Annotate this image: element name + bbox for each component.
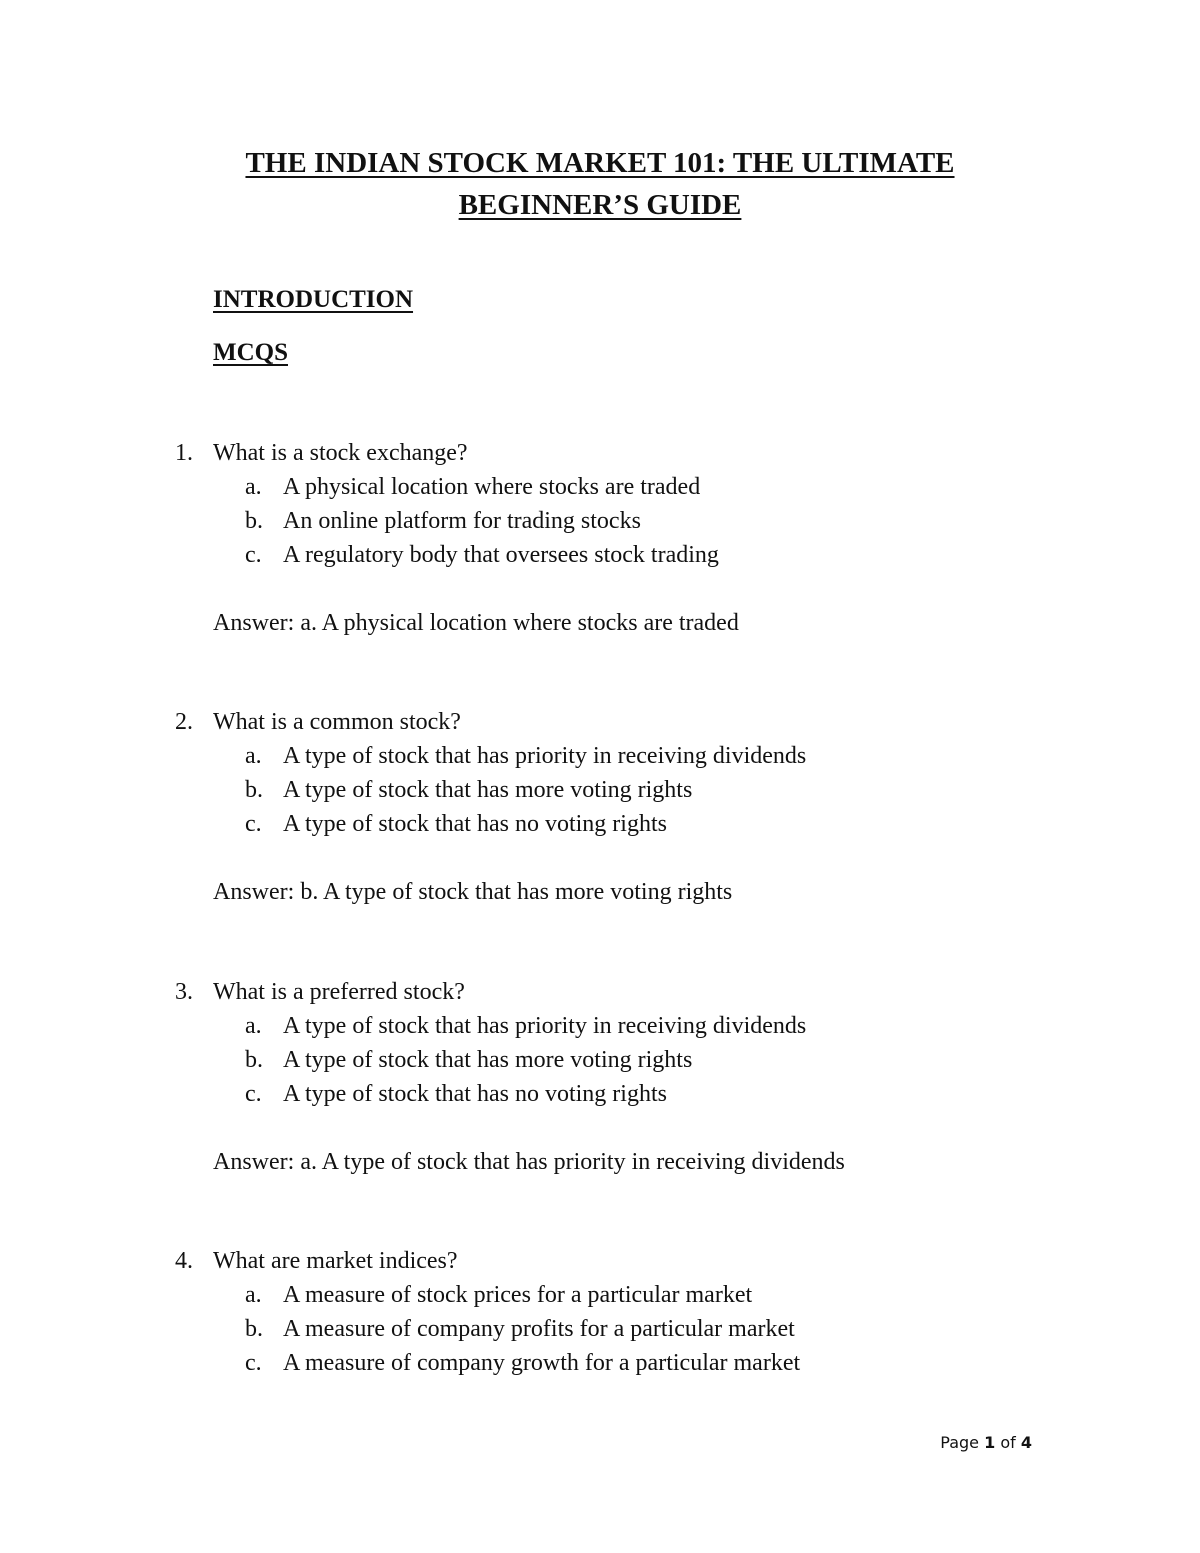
answer-line (0, 606, 1200, 640)
option-letter: a. (245, 1282, 262, 1308)
page-total: 4 (1020, 1433, 1032, 1452)
option-text: A type of stock that has more voting rights (283, 1047, 693, 1073)
question-text: What is a stock exchange? (213, 440, 468, 466)
option-text: A type of stock that has more voting rights (283, 777, 693, 803)
question-line (0, 1244, 1200, 1278)
option-a (0, 1278, 1200, 1312)
answer-line (0, 875, 1200, 909)
title-line-2: BEGINNER’S GUIDE (458, 189, 742, 221)
question-number: 3. (175, 979, 193, 1005)
option-letter: c. (245, 1081, 262, 1107)
option-c (0, 1077, 1200, 1111)
option-letter: b. (245, 1047, 263, 1073)
option-a (0, 470, 1200, 504)
page-number-footer (940, 1433, 1032, 1452)
option-c (0, 1346, 1200, 1380)
option-b (0, 504, 1200, 538)
option-letter: c. (245, 811, 262, 837)
question-number: 4. (175, 1248, 193, 1274)
option-letter: b. (245, 1316, 263, 1342)
option-letter: a. (245, 743, 262, 769)
question-number: 1. (175, 440, 193, 466)
option-text: An online platform for trading stocks (283, 508, 641, 534)
section-heading-mcqs: MCQS (213, 339, 288, 366)
option-letter: b. (245, 777, 263, 803)
option-text: A type of stock that has no voting rights (283, 811, 667, 837)
option-b (0, 1312, 1200, 1346)
option-text: A type of stock that has priority in receiving dividends (283, 743, 807, 769)
document-title (180, 142, 1020, 226)
page-label: Page (940, 1433, 980, 1452)
option-letter: a. (245, 474, 262, 500)
answer-text: Answer: b. A type of stock that has more voting rights (213, 879, 733, 905)
option-c (0, 538, 1200, 572)
question-line (0, 436, 1200, 470)
question-line (0, 975, 1200, 1009)
answer-line (0, 1145, 1200, 1179)
option-a (0, 1009, 1200, 1043)
option-b (0, 773, 1200, 807)
option-b (0, 1043, 1200, 1077)
of-label: of (1000, 1433, 1016, 1452)
option-text: A regulatory body that oversees stock trading (283, 542, 719, 568)
question-line (0, 705, 1200, 739)
option-text: A measure of company growth for a particular market (283, 1350, 801, 1376)
question-3 (0, 975, 1200, 1179)
question-number: 2. (175, 709, 193, 735)
option-text: A measure of company profits for a particular market (283, 1316, 795, 1342)
option-text: A type of stock that has no voting rights (283, 1081, 667, 1107)
section-heading-introduction: INTRODUCTION (213, 286, 414, 313)
page-current: 1 (984, 1433, 996, 1452)
question-2 (0, 705, 1200, 909)
question-text: What is a preferred stock? (213, 979, 465, 1005)
option-a (0, 739, 1200, 773)
option-text: A type of stock that has priority in receiving dividends (283, 1013, 807, 1039)
question-text: What are market indices? (213, 1248, 458, 1274)
option-letter: b. (245, 508, 263, 534)
question-text: What is a common stock? (213, 709, 461, 735)
option-letter: c. (245, 1350, 262, 1376)
answer-text: Answer: a. A physical location where stocks are traded (213, 610, 739, 636)
question-1 (0, 436, 1200, 640)
option-c (0, 807, 1200, 841)
option-letter: a. (245, 1013, 262, 1039)
question-4 (0, 1244, 1200, 1380)
option-text: A measure of stock prices for a particular market (283, 1282, 753, 1308)
option-letter: c. (245, 542, 262, 568)
title-line-1: THE INDIAN STOCK MARKET 101: THE ULTIMATE (245, 147, 955, 179)
option-text: A physical location where stocks are traded (283, 474, 701, 500)
answer-text: Answer: a. A type of stock that has priority in receiving dividends (213, 1149, 845, 1175)
